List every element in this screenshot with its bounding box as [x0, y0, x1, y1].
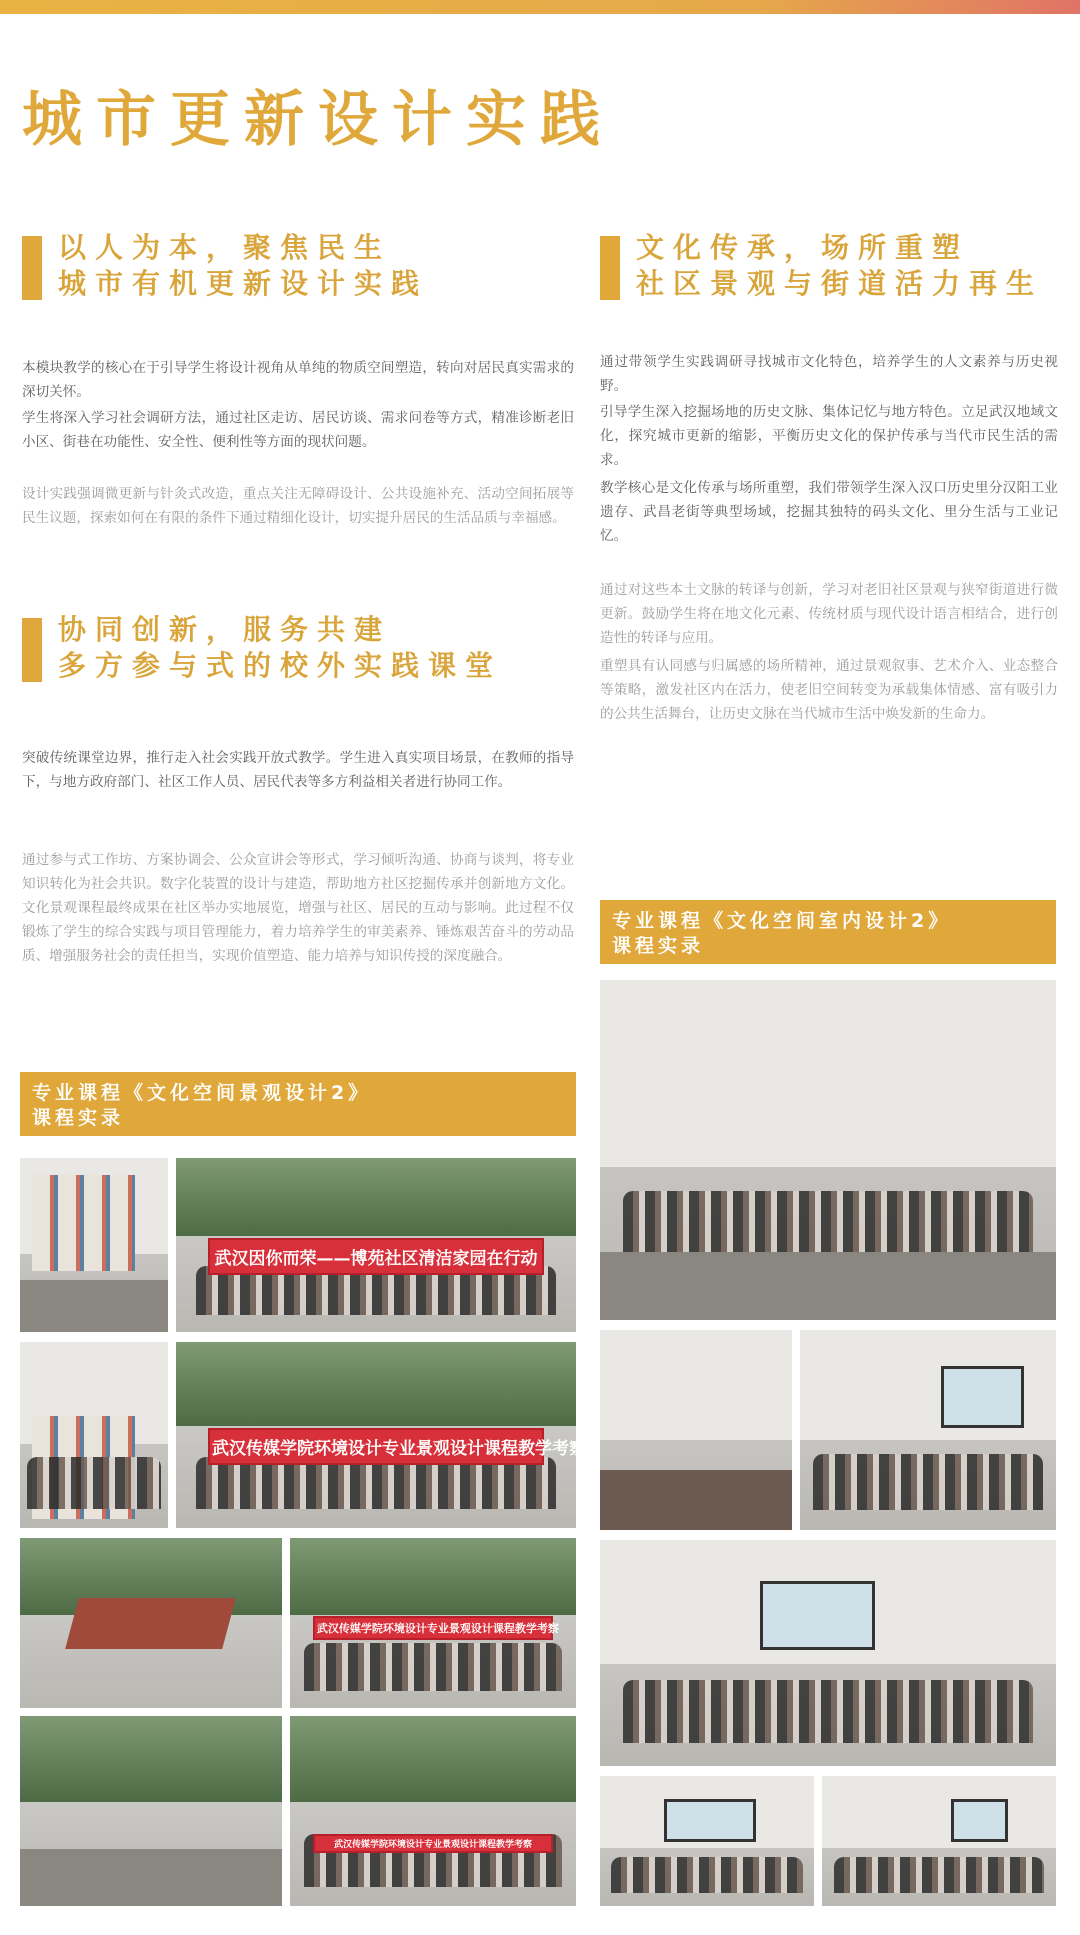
photo-trees — [176, 1342, 576, 1426]
paragraph: 引导学生深入挖掘场地的历史文脉、集体记忆与地方特色。立足武汉地域文化，探究城市更新的缩影，平衡历史文化的保护传承与当代市民生活的需求。 — [600, 404, 1058, 468]
photo-red-banner: 武汉传媒学院环境设计专业景观设计课程教学考察 — [208, 1428, 544, 1465]
section-title-line1: 以人为本，聚焦民生 — [58, 231, 392, 264]
paragraph: 通过带领学生实践调研寻找城市文化特色，培养学生的人文素养与历史视野。 — [600, 354, 1058, 394]
banner-line2: 课程实录 — [612, 935, 705, 957]
photo-board — [32, 1175, 136, 1271]
photo-backdrop — [600, 980, 1056, 1167]
photo-trees — [176, 1158, 576, 1236]
photo-presentation-posters — [600, 1330, 792, 1530]
course-banner-interior — [600, 900, 1056, 964]
photo-crowd — [813, 1454, 1043, 1510]
section-header-culture — [600, 230, 1070, 310]
photo-floor — [20, 1280, 168, 1332]
photo-crowd — [196, 1457, 556, 1509]
section-accent-bar — [600, 236, 620, 300]
photo-crowd — [611, 1857, 804, 1893]
section-accent-bar — [22, 236, 42, 300]
top-gradient-bar — [0, 0, 1080, 14]
photo-screen — [951, 1799, 1008, 1841]
paragraph: 设计实践强调微更新与针灸式改造，重点关注无障碍设计、公共设施补充、活动空间拓展等民生议题，探索如何在有限的条件下通过精细化设计，切实提升居民的生活品质与幸福感。 — [22, 486, 574, 526]
photo-red-banner: 武汉传媒学院环境设计专业景观设计课程教学考察 — [313, 1834, 553, 1853]
photo-screen — [760, 1581, 875, 1650]
photo-crowd — [623, 1680, 1033, 1743]
banner-line1: 专业课程《文化空间室内设计2》 — [612, 910, 952, 932]
photo-backdrop — [822, 1776, 1056, 1848]
photo-exhibition-visitors — [20, 1342, 168, 1528]
photo-trees — [20, 1716, 282, 1802]
photo-floor — [600, 1252, 1056, 1320]
section-title-line1: 文化传承，场所重塑 — [636, 231, 970, 264]
photo-screen — [664, 1799, 756, 1841]
section-title-line2: 多方参与式的校外实践课堂 — [58, 649, 503, 682]
photo-floor — [20, 1849, 282, 1906]
page-title: 城市更新设计实践 — [22, 85, 614, 155]
paragraph: 突破传统课堂边界，推行走入社会实践开放式教学。学生进入真实项目场景，在教师的指导下，与地方政府部门、社区工作人员、居民代表等多方利益相关者进行协同工作。 — [22, 750, 574, 790]
photo-crowd — [27, 1457, 160, 1509]
photo-field-trip-group — [176, 1342, 586, 1528]
section-title-line1: 协同创新，服务共建 — [58, 613, 392, 646]
photo-group-wide — [290, 1538, 576, 1708]
paragraph: 重塑具有认同感与归属感的场所精神，通过景观叙事、艺术介入、业态整合等策略，激发社区内在活力，使老旧空间转变为承载集体情感、富有吸引力的公共生活舞台，让历史文脉在当代城市生活中焕发新的生命力。 — [600, 658, 1058, 722]
photo-lecture-audience — [600, 1540, 1056, 1766]
photo-lecture-screen — [800, 1330, 1056, 1530]
photo-classroom-seated — [822, 1776, 1056, 1906]
photo-red-banner: 武汉因你而荣——博苑社区清洁家园在行动 — [208, 1238, 544, 1275]
section-title — [58, 230, 428, 302]
photo-classroom-wide — [600, 980, 1056, 1320]
photo-crowd — [834, 1857, 1045, 1893]
photo-group-park — [290, 1716, 576, 1906]
banner-line1: 专业课程《文化空间景观设计2》 — [32, 1082, 372, 1104]
photo-trees — [290, 1716, 576, 1802]
photo-floor — [600, 1470, 792, 1530]
photo-crowd — [304, 1643, 561, 1691]
photo-street-sign — [20, 1716, 282, 1906]
section-title-line2: 城市有机更新设计实践 — [58, 267, 429, 300]
photo-backdrop — [600, 1330, 792, 1440]
photo-red-banner: 武汉传媒学院环境设计专业景观设计课程教学考察 — [313, 1616, 553, 1640]
photo-screen — [941, 1366, 1024, 1428]
banner-line2: 课程实录 — [32, 1107, 125, 1129]
section-title-line2: 社区景观与街道活力再生 — [636, 267, 1044, 300]
photo-historic-roof — [20, 1538, 282, 1708]
paragraph: 本模块教学的核心在于引导学生将设计视角从单纯的物质空间塑造，转向对居民真实需求的深切关怀。 — [22, 360, 574, 400]
paragraph: 教学核心是文化传承与场所重塑，我们带领学生深入汉口历史里分汉阳工业遗存、武昌老街等典型场域，挖掘其独特的码头文化、里分生活与工业记忆。 — [600, 480, 1058, 544]
section-accent-bar — [22, 618, 42, 682]
photo-roof — [66, 1598, 237, 1649]
paragraph: 学生将深入学习社会调研方法，通过社区走访、居民访谈、需求问卷等方式，精准诊断老旧小区、街巷在功能性、安全性、便利性等方面的现状问题。 — [22, 410, 574, 450]
section-title — [636, 230, 1043, 302]
photo-exhibition-board — [20, 1158, 168, 1332]
section-header-collab — [22, 612, 562, 692]
section-header-people — [22, 230, 542, 310]
section-title — [58, 612, 502, 684]
paragraph: 通过对这些本土文脉的转译与创新，学习对老旧社区景观与狭窄街道进行微更新。鼓励学生将在地文化元素、传统材质与现代设计语言相结合，进行创造性的转译与应用。 — [600, 582, 1058, 646]
course-banner-landscape — [20, 1072, 576, 1136]
photo-trees — [290, 1538, 576, 1615]
paragraph: 通过参与式工作坊、方案协调会、公众宣讲会等形式，学习倾听沟通、协商与谈判，将专业知识转化为社会共识。数字化装置的设计与建造，帮助地方社区挖掘传承并创新地方文化。文化景观课程最终成果在社区举办实地展览，增强与社区、居民的互动与影响。此过程不仅锻炼了学生的综合实践与项目管理能力，着力培养学生的审美素养、锤炼艰苦奋斗的劳动品质、增强服务社会的责任担当，实现价值塑造、能力培养与知识传授的深度融合。 — [22, 852, 574, 964]
photo-community-group — [176, 1158, 576, 1332]
photo-classroom-screen — [600, 1776, 814, 1906]
